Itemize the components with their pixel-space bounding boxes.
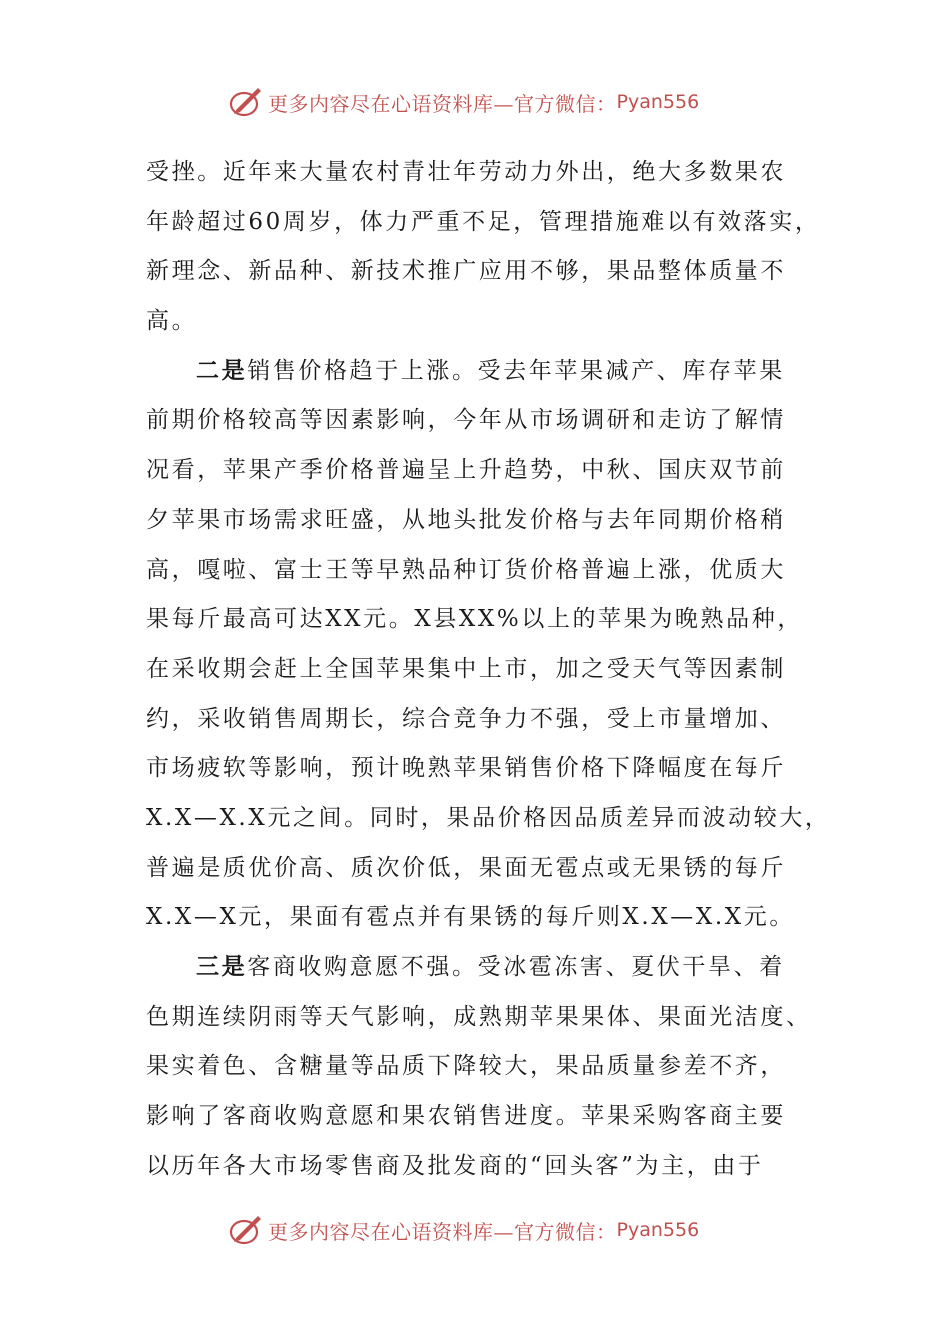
text-line: 色期连续阴雨等天气影响，成熟期苹果果体、果面光洁度、 (146, 1003, 812, 1030)
text-line: 普遍是质优价高、质次价低，果面无雹点或无果锈的每斤 (146, 854, 786, 881)
text-line: 夕苹果市场需求旺盛，从地头批发价格与去年同期价格稍 (146, 506, 786, 533)
text-line-rest: 销售价格趋于上涨。受去年苹果减产、库存苹果 (247, 357, 785, 384)
header-banner (228, 82, 748, 122)
text-line: 影响了客商收购意愿和果农销售进度。苹果采购客商主要 (146, 1103, 786, 1130)
footer-banner (228, 1210, 748, 1250)
text-line: X.X—X.X元之间。同时，果品价格因品质差异而波动较大， (146, 804, 831, 831)
banner-text: 更多内容尽在心语资料库—官方微信： (268, 91, 617, 116)
text-line (146, 943, 818, 993)
text-line: 前期价格较高等因素影响，今年从市场调研和走访了解情 (146, 407, 786, 434)
paragraph-1 (146, 148, 821, 347)
text-line: 新理念、新品种、新技术推广应用不够，果品整体质量不 (146, 258, 786, 285)
quill-logo-icon (228, 1212, 264, 1248)
paragraph-lead: 三是 (196, 954, 248, 980)
text-line: 约，采收销售周期长，综合竞争力不强，受上市量增加、 (146, 705, 786, 732)
text-line: 以历年各大市场零售商及批发商的“回头客”为主，由于 (146, 1152, 764, 1179)
text-line: X.X—X元，果面有雹点并有果锈的每斤则X.X—X.X元。 (146, 904, 795, 931)
text-line-rest: 客商收购意愿不强。受冰雹冻害、夏伏干旱、着 (247, 954, 785, 980)
paragraph-3 (146, 943, 818, 1191)
text-line: 在采收期会赶上全国苹果集中上市，加之受天气等因素制 (146, 655, 786, 682)
text-line: 高，嘎啦、富士王等早熟品种订货价格普遍上涨，优质大 (146, 556, 786, 583)
text-line: 市场疲软等影响，预计晚熟苹果销售价格下降幅度在每斤 (146, 755, 786, 782)
text-line: 况看，苹果产季价格普遍呈上升趋势，中秋、国庆双节前 (146, 457, 786, 484)
text-line: 高。 (146, 308, 198, 335)
text-line: 受挫。近年来大量农村青壮年劳动力外出，绝大多数果农 (146, 159, 786, 185)
wechat-id: Pyan556 (616, 91, 700, 113)
banner-text: 更多内容尽在心语资料库—官方微信： (268, 1219, 617, 1244)
text-line: 果每斤最高可达XX元。X县XX%以上的苹果为晚熟品种， (146, 606, 803, 633)
wechat-id: Pyan556 (616, 1219, 700, 1241)
paragraph-lead: 二是 (196, 357, 248, 384)
text-line (146, 347, 818, 397)
quill-logo-icon (228, 84, 264, 120)
text-line: 果实着色、含糖量等品质下降较大，果品质量参差不齐， (146, 1053, 786, 1080)
paragraph-2 (146, 347, 831, 943)
document-body (146, 148, 831, 1191)
text-line: 年龄超过60周岁，体力严重不足，管理措施难以有效落实， (146, 208, 821, 235)
